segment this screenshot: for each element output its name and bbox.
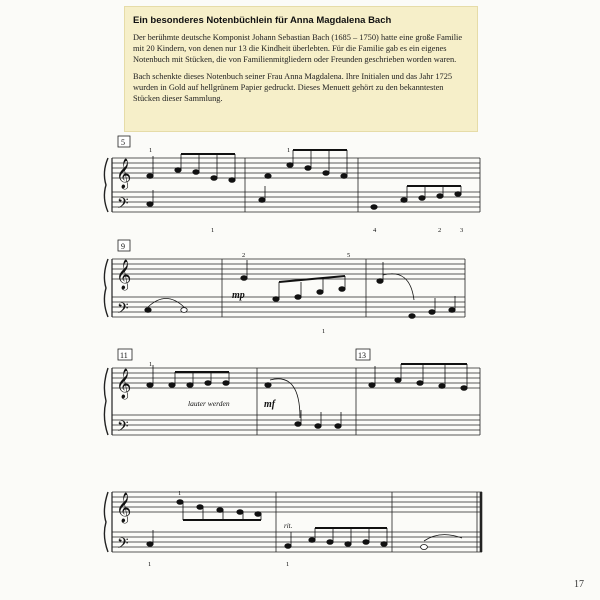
fingering: 1 [287, 147, 291, 154]
fingering: 1 [148, 561, 152, 568]
treble-clef-icon: 𝄞 [116, 260, 132, 290]
measure-number: 9 [121, 242, 125, 251]
system-2 [104, 240, 465, 318]
system-3 [104, 349, 480, 435]
dynamic-mp: mp [232, 290, 245, 301]
treble-staff [112, 368, 480, 388]
fingering: 1 [211, 227, 215, 234]
measure-number: 13 [358, 351, 366, 360]
dynamic-mf: mf [264, 399, 276, 410]
fingering: 4 [373, 227, 377, 234]
page-number: 17 [574, 579, 584, 590]
fingering: 2 [242, 252, 246, 259]
fingering: 1 [286, 561, 290, 568]
treble-staff [112, 492, 482, 512]
fingering: 1 [149, 361, 153, 368]
fingering: 2 [438, 227, 442, 234]
system-1 [104, 136, 480, 212]
info-box-paragraph-2: Bach schenkte dieses Notenbuch seiner Frau Anna Magdalena. Ihre Initialen und das Jahr 1725 wurden in Gold auf hellgrünem Papier gedruckt. Dieses Menuett gehört zu den bekanntesten Stücken dieser Sammlung. [133, 72, 453, 103]
treble-staff [112, 158, 480, 178]
bass-clef-icon: 𝄢 [117, 300, 129, 321]
expression-lauter-werden: lauter werden [188, 399, 230, 408]
info-box-title: Ein besonderes Notenbüchlein für Anna Magdalena Bach [133, 15, 392, 26]
fingering: 1 [322, 328, 326, 335]
fingering: 3 [460, 227, 464, 234]
bass-clef-icon: 𝄢 [117, 535, 129, 556]
system-4 [104, 492, 482, 552]
treble-clef-icon: 𝄞 [116, 493, 132, 523]
measure-number: 5 [121, 138, 125, 147]
fingering: 1 [178, 490, 182, 497]
fingering: 1 [149, 147, 153, 154]
treble-staff [112, 259, 465, 279]
bass-clef-icon: 𝄢 [117, 418, 129, 439]
measure-number: 11 [120, 351, 128, 360]
info-box-paragraph-1: Der berühmte deutsche Komponist Johann Sebastian Bach (1685 – 1750) hatte eine große Familie mit 20 Kindern, von denen nur 13 die Kindheit überlebten. Für die Familie gab es ein eigenes Notenbuch mit Stücken, die von Familienmitgliedern oder Freunden geschrieben worden waren. [133, 33, 463, 64]
bass-clef-icon: 𝄢 [117, 195, 129, 216]
expression-rit: rit. [284, 522, 293, 530]
treble-clef-icon: 𝄞 [116, 159, 132, 189]
treble-clef-icon: 𝄞 [116, 369, 132, 399]
fingering: 5 [347, 252, 351, 259]
